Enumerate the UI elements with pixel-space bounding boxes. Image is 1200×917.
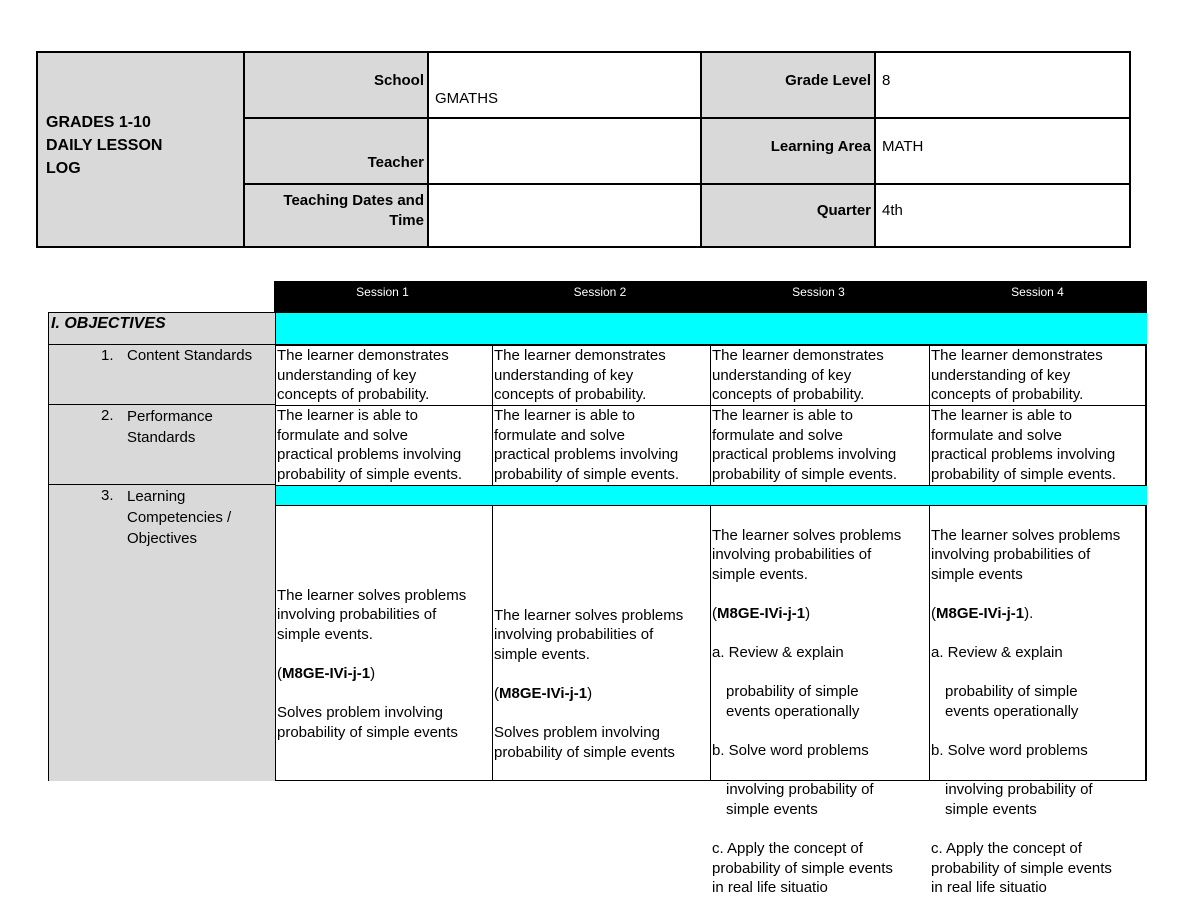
objective-b: b. Solve word problems [712,742,869,760]
content-standards-session-1: The learner demonstrates understanding of key concepts of probability. [275,345,493,405]
document-title [38,53,243,246]
competency-intro: The learner solves problems involving probabilities of simple events. [277,586,467,643]
title-line: DAILY LESSON [46,137,163,154]
divider [427,53,429,246]
objective-b-detail: involving probability of simple events [945,781,1093,818]
quarter-value[interactable]: 4th [882,202,903,219]
learning-area-value[interactable]: MATH [882,138,924,155]
teaching-dates-value[interactable] [429,185,700,246]
objectives-table [48,312,1147,897]
content-standards-session-3: The learner demonstrates understanding of key concepts of probability. [710,345,929,405]
learning-area-label: Learning Area [702,119,874,183]
objectives-highlight-bar [275,313,1147,345]
content-standards-session-2: The learner demonstrates understanding of key concepts of probability. [492,345,710,405]
objective-b: b. Solve word problems [931,742,1088,760]
teacher-label: Teacher [245,119,427,183]
item-label: Learning Competencies / Objectives [127,488,232,547]
performance-standards-label [49,405,275,485]
item-label: Content Standards [127,347,253,364]
item-label: Performance Standards [127,408,213,446]
competency-intro: The learner solves problems involving probabilities of simple events. [494,606,684,663]
competency-intro: The learner solves problems involving probabilities of simple events [931,526,1121,583]
objective-b-detail: involving probability of simple events [726,781,874,818]
objectives-heading: I. OBJECTIVES [49,313,275,345]
label-line: Teaching Dates and [283,192,424,209]
competency-intro: The learner solves problems involving probabilities of simple events. [712,526,902,583]
competencies-session-1: The learner solves problems involving probabilities of simple events. (M8GE-IVi-j-1) Solves problem involving probability of simple events [275,505,493,781]
divider [245,183,1131,185]
item-number: 2. [101,407,114,424]
school-value[interactable]: GMATHS [435,90,499,107]
performance-standards-session-4: The learner is able to formulate and solve practical problems involving probability of simple events. [929,405,1147,485]
item-number: 3. [101,487,114,504]
quarter-label: Quarter [702,185,874,246]
divider [874,53,876,246]
grade-level-label: Grade Level [702,53,874,117]
competencies-session-3: The learner solves problems involving probabilities of simple events. (M8GE-IVi-j-1) a. Review & explain probability of simple events operationally b. Solve word problems involving probability of simple events c. Apply the concept of probability of simple events in real life situatio [710,505,929,781]
objective-c: c. Apply the concept of probability of simple events in real life situatio [931,840,1112,897]
performance-standards-session-2: The learner is able to formulate and solve practical problems involving probability of simple events. [492,405,710,485]
learning-competencies-label [49,485,275,781]
session-4-header: Session 4 [928,281,1147,312]
teaching-dates-label [245,185,427,246]
teacher-value[interactable] [429,119,700,183]
competency-code: M8GE-IVi-j-1 [936,604,1025,622]
objective-a: a. Review & explain [712,644,844,662]
title-line: LOG [46,160,81,177]
objective-c: c. Apply the concept of probability of simple events in real life situatio [712,840,893,897]
competency-objective: Solves problem involving probability of simple events [494,724,675,761]
divider [700,53,702,246]
competency-code: M8GE-IVi-j-1 [499,684,588,702]
competencies-session-2: The learner solves problems involving probabilities of simple events. (M8GE-IVi-j-1) Solves problem involving probability of simple events [492,505,710,781]
session-3-header: Session 3 [709,281,928,312]
grade-level-value[interactable]: 8 [882,72,891,89]
label-line: Time [389,211,424,229]
competency-objective: Solves problem involving probability of simple events [277,704,458,741]
competency-code: M8GE-IVi-j-1 [282,664,371,682]
objective-a-detail: probability of simple events operationally [726,683,860,720]
objective-a: a. Review & explain [931,644,1063,662]
content-standards-session-4: The learner demonstrates understanding of key concepts of probability. [929,345,1147,405]
divider [243,53,245,246]
divider [245,117,1131,119]
item-number: 1. [101,347,114,364]
lesson-log-header-table [36,51,1131,248]
session-2-header: Session 2 [491,281,709,312]
competency-code: M8GE-IVi-j-1 [717,604,806,622]
school-label: School [245,53,427,117]
competencies-highlight-bar [275,485,1147,505]
performance-standards-session-3: The learner is able to formulate and solve practical problems involving probability of simple events. [710,405,929,485]
objective-a-detail: probability of simple events operationally [945,683,1079,720]
content-standards-label [49,345,275,405]
competencies-session-4: The learner solves problems involving probabilities of simple events (M8GE-IVi-j-1). a. Review & explain probability of simple events operationally b. Solve word problems involving probability of simple events c. Apply the concept of probability of simple events in real life situatio [929,505,1147,781]
title-line: GRADES 1-10 [46,114,151,131]
performance-standards-session-1: The learner is able to formulate and solve practical problems involving probability of simple events. [275,405,493,485]
session-1-header: Session 1 [274,281,491,312]
